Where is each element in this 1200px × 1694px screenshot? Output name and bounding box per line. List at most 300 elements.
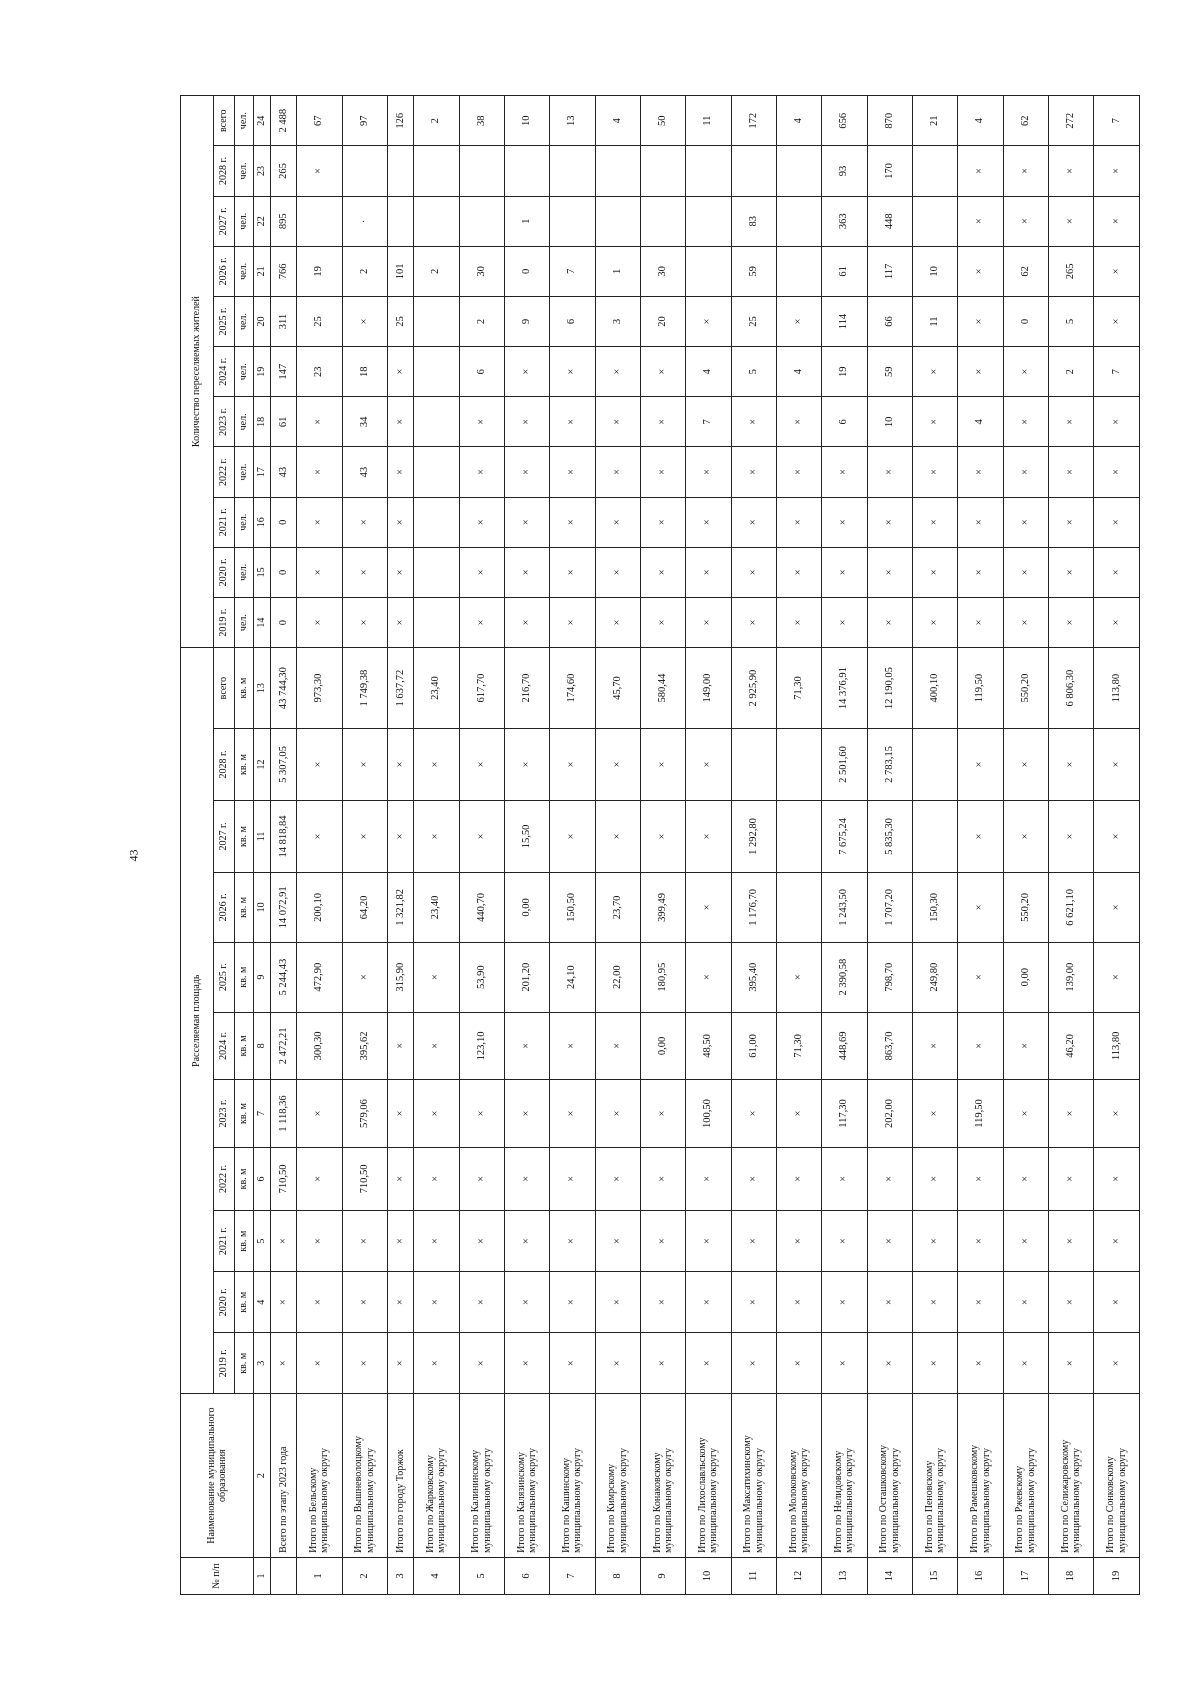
people-cell: × — [504, 597, 549, 647]
area-cell: 1 243,50 — [822, 872, 867, 942]
area-cell: × — [776, 942, 821, 1012]
area-cell: × — [297, 1333, 342, 1394]
header-people-group: Количество переселяемых жителей — [181, 96, 214, 648]
area-cell: × — [867, 1272, 912, 1333]
area-cell: 550,20 — [1003, 648, 1048, 729]
area-cell: 2 925,90 — [731, 648, 776, 729]
row-number: 19 — [1094, 1557, 1140, 1594]
column-number: 21 — [254, 246, 271, 296]
people-year-header: 2025 г. — [214, 296, 235, 346]
area-cell: × — [297, 1272, 342, 1333]
people-cell: × — [913, 547, 958, 597]
people-cell — [414, 296, 459, 346]
people-cell: 2 488 — [271, 96, 297, 146]
people-cell: × — [550, 447, 595, 497]
area-cell: 46,20 — [1049, 1012, 1094, 1080]
people-cell: 18 — [342, 347, 387, 397]
area-cell: × — [686, 1333, 731, 1394]
area-cell: 580,44 — [640, 648, 685, 729]
row-number: 10 — [686, 1557, 731, 1594]
area-cell: × — [913, 1333, 958, 1394]
people-cell: 4 — [958, 96, 1003, 146]
area-cell: 139,00 — [1049, 942, 1094, 1012]
area-cell: 14 376,91 — [822, 648, 867, 729]
header-area-group: Расселяемая площадь — [181, 648, 214, 1394]
municipality-name: Всего по этапу 2023 года — [271, 1394, 297, 1558]
area-cell: × — [640, 729, 685, 801]
people-cell: × — [776, 547, 821, 597]
people-cell: 61 — [822, 246, 867, 296]
people-cell: × — [913, 447, 958, 497]
area-cell: × — [387, 1147, 413, 1210]
column-number: 15 — [254, 547, 271, 597]
people-cell: 10 — [867, 397, 912, 447]
people-cell — [459, 196, 504, 246]
area-cell: × — [1094, 1272, 1140, 1333]
municipality-name: Итого по Жарковскому муниципальному округу — [414, 1394, 459, 1558]
people-year-header: 2027 г. — [214, 196, 235, 246]
people-cell: 7 — [1094, 347, 1140, 397]
area-cell: × — [867, 1333, 912, 1394]
municipality-name: Итого по Кашинскому муниципальному округу — [550, 1394, 595, 1558]
area-cell: × — [913, 1080, 958, 1148]
area-cell: 12 190,05 — [867, 648, 912, 729]
area-cell: × — [550, 1272, 595, 1333]
area-cell: × — [414, 1211, 459, 1272]
area-cell: 2 783,15 — [867, 729, 912, 801]
area-year-header: 2028 г. — [214, 729, 235, 801]
people-cell: × — [867, 547, 912, 597]
area-cell: 1 321,82 — [387, 872, 413, 942]
table-row — [913, 96, 958, 1595]
area-cell: × — [776, 1272, 821, 1333]
people-cell: × — [1094, 246, 1140, 296]
area-cell: × — [822, 1147, 867, 1210]
area-cell: × — [958, 800, 1003, 872]
column-number: 23 — [254, 146, 271, 196]
municipality-name: Итого по Вышневолоцкому муниципальному округу — [342, 1394, 387, 1558]
area-cell: 113,80 — [1094, 1012, 1140, 1080]
area-cell: × — [414, 1147, 459, 1210]
area-cell: × — [504, 1211, 549, 1272]
people-cell: × — [686, 547, 731, 597]
area-cell: × — [1094, 800, 1140, 872]
municipality-name: Итого по Кимрскому муниципальному округу — [595, 1394, 640, 1558]
area-cell: 43 744,30 — [271, 648, 297, 729]
area-cell: 149,00 — [686, 648, 731, 729]
people-cell: × — [1049, 547, 1094, 597]
people-cell: × — [731, 497, 776, 547]
area-cell: × — [595, 1211, 640, 1272]
area-cell: × — [913, 1012, 958, 1080]
document-page — [180, 95, 1140, 1595]
people-year-header: 2021 г. — [214, 497, 235, 547]
people-cell: 30 — [640, 246, 685, 296]
people-cell: × — [504, 347, 549, 397]
row-number: 5 — [459, 1557, 504, 1594]
area-cell: 0,00 — [504, 872, 549, 942]
people-cell: × — [731, 597, 776, 647]
people-cell: 38 — [459, 96, 504, 146]
people-cell: × — [776, 447, 821, 497]
people-cell: × — [640, 397, 685, 447]
people-cell: × — [1049, 196, 1094, 246]
area-cell: 23,40 — [414, 872, 459, 942]
table-row — [958, 96, 1003, 1595]
area-cell: 400,10 — [913, 648, 958, 729]
people-cell: × — [1049, 497, 1094, 547]
people-cell — [550, 196, 595, 246]
area-cell: × — [640, 1147, 685, 1210]
area-cell: × — [387, 800, 413, 872]
people-cell: 0 — [271, 497, 297, 547]
people-cell: × — [731, 547, 776, 597]
area-cell: × — [958, 942, 1003, 1012]
area-cell — [913, 729, 958, 801]
area-cell: 216,70 — [504, 648, 549, 729]
area-cell: 395,40 — [731, 942, 776, 1012]
area-cell: 617,70 — [459, 648, 504, 729]
table-row — [822, 96, 867, 1595]
row-number: 16 — [958, 1557, 1003, 1594]
people-cell: 4 — [686, 347, 731, 397]
area-cell: × — [958, 1012, 1003, 1080]
area-cell: × — [1094, 1147, 1140, 1210]
municipality-name: Итого по Осташковскому муниципальному округу — [867, 1394, 912, 1558]
area-cell: × — [271, 1211, 297, 1272]
area-unit: кв. м — [235, 1147, 254, 1210]
area-cell: 6 621,10 — [1049, 872, 1094, 942]
area-cell: 2 472,21 — [271, 1012, 297, 1080]
people-cell: × — [822, 497, 867, 547]
area-cell: 5 244,43 — [271, 942, 297, 1012]
column-number: 9 — [254, 942, 271, 1012]
area-cell: × — [1049, 1147, 1094, 1210]
column-number: 2 — [254, 1394, 271, 1558]
area-cell: × — [686, 729, 731, 801]
people-year-header: 2019 г. — [214, 597, 235, 647]
area-cell: 48,50 — [686, 1012, 731, 1080]
people-year-header: 2024 г. — [214, 347, 235, 397]
people-cell: × — [776, 296, 821, 346]
area-cell: × — [387, 1333, 413, 1394]
table-row — [504, 96, 549, 1595]
area-cell: × — [686, 942, 731, 1012]
column-number: 24 — [254, 96, 271, 146]
row-number: 2 — [342, 1557, 387, 1594]
people-cell — [387, 146, 413, 196]
municipality-name: Итого по Калязинскому муниципальному округу — [504, 1394, 549, 1558]
area-cell: × — [822, 1272, 867, 1333]
area-cell: × — [822, 1333, 867, 1394]
people-cell: × — [342, 296, 387, 346]
people-cell: 6 — [822, 397, 867, 447]
area-cell: × — [958, 1211, 1003, 1272]
area-cell: × — [297, 800, 342, 872]
area-cell: × — [297, 729, 342, 801]
people-cell: 6 — [550, 296, 595, 346]
area-cell: × — [342, 1333, 387, 1394]
area-cell: × — [459, 729, 504, 801]
area-cell: 1 707,20 — [867, 872, 912, 942]
people-unit: чел. — [235, 146, 254, 196]
people-unit: чел. — [235, 296, 254, 346]
table-row — [640, 96, 685, 1595]
row-number: 7 — [550, 1557, 595, 1594]
column-number: 18 — [254, 397, 271, 447]
area-cell: × — [414, 942, 459, 1012]
people-cell: × — [550, 547, 595, 597]
table-row — [1049, 96, 1094, 1595]
area-cell: × — [342, 729, 387, 801]
area-cell: 150,30 — [913, 872, 958, 942]
people-cell: 62 — [1003, 246, 1048, 296]
people-cell — [297, 196, 342, 246]
area-cell: 579,06 — [342, 1080, 387, 1148]
people-cell: 101 — [387, 246, 413, 296]
row-number — [271, 1557, 297, 1594]
column-number: 4 — [254, 1272, 271, 1333]
people-cell: 2 — [459, 296, 504, 346]
people-cell: 25 — [731, 296, 776, 346]
people-cell: × — [867, 597, 912, 647]
people-cell: 895 — [271, 196, 297, 246]
row-number: 9 — [640, 1557, 685, 1594]
area-cell: × — [958, 872, 1003, 942]
area-cell: × — [731, 1080, 776, 1148]
area-cell: × — [776, 1147, 821, 1210]
row-number: 12 — [776, 1557, 821, 1594]
area-cell: × — [1049, 1333, 1094, 1394]
people-cell — [686, 246, 731, 296]
area-cell: × — [550, 1211, 595, 1272]
people-cell: × — [1094, 597, 1140, 647]
area-unit: кв. м — [235, 942, 254, 1012]
people-cell: × — [1003, 196, 1048, 246]
area-cell: × — [342, 1211, 387, 1272]
area-cell: × — [731, 1211, 776, 1272]
area-cell: × — [271, 1333, 297, 1394]
area-cell: 6 806,30 — [1049, 648, 1094, 729]
area-cell: × — [731, 1272, 776, 1333]
people-cell: × — [958, 497, 1003, 547]
municipality-name: Итого по Молоковскому муниципальному округу — [776, 1394, 821, 1558]
municipality-name: Итого по Максатихинскому муниципальному округу — [731, 1394, 776, 1558]
column-number: 1 — [254, 1557, 271, 1594]
people-cell: 3 — [595, 296, 640, 346]
area-year-header: 2022 г. — [214, 1147, 235, 1210]
area-cell: × — [913, 1211, 958, 1272]
area-cell: × — [342, 942, 387, 1012]
people-cell: × — [867, 447, 912, 497]
people-unit: чел. — [235, 447, 254, 497]
municipality-name: Итого по Рамешковскому муниципальному округу — [958, 1394, 1003, 1558]
area-cell: × — [640, 800, 685, 872]
area-cell: × — [504, 729, 549, 801]
people-total-header: всего — [214, 96, 235, 146]
people-cell: × — [686, 497, 731, 547]
people-cell: × — [504, 397, 549, 447]
people-cell: × — [640, 547, 685, 597]
area-year-header: 2020 г. — [214, 1272, 235, 1333]
people-cell: × — [1094, 196, 1140, 246]
area-unit: кв. м — [235, 648, 254, 729]
table-row — [1094, 96, 1140, 1595]
area-year-header: 2021 г. — [214, 1211, 235, 1272]
people-cell: × — [297, 497, 342, 547]
area-year-header: 2025 г. — [214, 942, 235, 1012]
area-cell — [776, 872, 821, 942]
people-cell: 147 — [271, 347, 297, 397]
area-cell: × — [414, 729, 459, 801]
people-cell: 11 — [913, 296, 958, 346]
people-cell: × — [1003, 547, 1048, 597]
row-number: 1 — [297, 1557, 342, 1594]
people-cell: × — [958, 146, 1003, 196]
area-cell: 550,20 — [1003, 872, 1048, 942]
column-number: 14 — [254, 597, 271, 647]
area-cell: × — [1094, 872, 1140, 942]
resettlement-table — [180, 95, 1140, 1595]
people-cell: × — [550, 397, 595, 447]
area-cell: × — [776, 1211, 821, 1272]
people-cell: × — [459, 547, 504, 597]
municipality-name: Итого по Нелидовскому муниципальному округу — [822, 1394, 867, 1558]
area-year-header: 2027 г. — [214, 800, 235, 872]
people-cell: 59 — [731, 246, 776, 296]
people-cell — [595, 196, 640, 246]
area-cell: 150,50 — [550, 872, 595, 942]
people-cell: 4 — [958, 397, 1003, 447]
area-cell: 973,30 — [297, 648, 342, 729]
area-cell: × — [1003, 1080, 1048, 1148]
people-unit: чел. — [235, 497, 254, 547]
area-cell: × — [867, 1147, 912, 1210]
people-cell: 93 — [822, 146, 867, 196]
area-year-header: 2019 г. — [214, 1333, 235, 1394]
people-cell: × — [1003, 397, 1048, 447]
people-cell: 30 — [459, 246, 504, 296]
people-cell: × — [1094, 146, 1140, 196]
people-cell: 25 — [387, 296, 413, 346]
people-unit: чел. — [235, 547, 254, 597]
area-cell: × — [504, 1147, 549, 1210]
area-cell: × — [595, 1272, 640, 1333]
area-cell: × — [686, 1272, 731, 1333]
area-cell: 14 818,84 — [271, 800, 297, 872]
people-cell: 114 — [822, 296, 867, 346]
area-cell: × — [913, 1272, 958, 1333]
area-cell: × — [459, 1211, 504, 1272]
area-cell: × — [550, 1147, 595, 1210]
municipality-name: Итого по Бельскому муниципальному округу — [297, 1394, 342, 1558]
municipality-name: Итого по Конаковскому муниципальному округу — [640, 1394, 685, 1558]
people-cell — [776, 146, 821, 196]
people-unit: чел. — [235, 347, 254, 397]
people-cell: 67 — [297, 96, 342, 146]
people-cell: × — [958, 547, 1003, 597]
area-cell: × — [414, 800, 459, 872]
people-cell: 172 — [731, 96, 776, 146]
area-cell: × — [958, 729, 1003, 801]
people-cell: 4 — [776, 96, 821, 146]
area-cell: × — [504, 1012, 549, 1080]
people-cell: 13 — [550, 96, 595, 146]
people-cell: × — [297, 597, 342, 647]
area-cell: × — [595, 1333, 640, 1394]
people-cell: × — [958, 196, 1003, 246]
people-cell — [459, 146, 504, 196]
people-cell: × — [1049, 447, 1094, 497]
area-cell: × — [776, 1080, 821, 1148]
people-cell — [776, 196, 821, 246]
people-cell: 265 — [1049, 246, 1094, 296]
area-cell: 1 118,36 — [271, 1080, 297, 1148]
area-cell: 123,10 — [459, 1012, 504, 1080]
people-cell: × — [731, 397, 776, 447]
area-cell: 174,60 — [550, 648, 595, 729]
area-unit: кв. м — [235, 800, 254, 872]
people-cell: × — [640, 597, 685, 647]
people-cell: 11 — [686, 96, 731, 146]
people-cell: × — [958, 296, 1003, 346]
people-cell: 43 — [271, 447, 297, 497]
area-unit: кв. м — [235, 1272, 254, 1333]
people-cell: 7 — [1094, 96, 1140, 146]
people-cell: × — [1094, 296, 1140, 346]
people-cell: × — [297, 397, 342, 447]
area-unit: кв. м — [235, 872, 254, 942]
table-row — [867, 96, 912, 1595]
people-cell: × — [387, 347, 413, 397]
area-cell: × — [1094, 1211, 1140, 1272]
area-cell: × — [414, 1272, 459, 1333]
area-cell: 863,70 — [867, 1012, 912, 1080]
people-cell: × — [958, 447, 1003, 497]
table-row — [595, 96, 640, 1595]
people-cell: × — [550, 597, 595, 647]
area-cell — [913, 800, 958, 872]
area-cell: × — [387, 1012, 413, 1080]
area-cell: × — [459, 1147, 504, 1210]
column-number: 11 — [254, 800, 271, 872]
people-cell: × — [595, 447, 640, 497]
area-cell: 23,70 — [595, 872, 640, 942]
people-cell — [414, 196, 459, 246]
area-cell: 249,80 — [913, 942, 958, 1012]
people-cell: × — [1049, 397, 1094, 447]
area-cell: × — [686, 1147, 731, 1210]
area-cell: 1 637,72 — [387, 648, 413, 729]
area-cell: × — [387, 1080, 413, 1148]
people-cell: × — [640, 347, 685, 397]
people-cell: × — [504, 497, 549, 547]
people-cell — [414, 447, 459, 497]
area-cell: 22,00 — [595, 942, 640, 1012]
area-year-header: 2023 г. — [214, 1080, 235, 1148]
page-number: 43 — [126, 849, 141, 862]
people-cell: 2 — [414, 96, 459, 146]
people-cell: 4 — [776, 347, 821, 397]
people-cell: × — [297, 146, 342, 196]
people-cell: 59 — [867, 347, 912, 397]
table-row — [414, 96, 459, 1595]
area-cell: 448,69 — [822, 1012, 867, 1080]
people-cell — [387, 196, 413, 246]
people-cell: × — [387, 397, 413, 447]
area-cell: × — [686, 1211, 731, 1272]
column-number: 3 — [254, 1333, 271, 1394]
